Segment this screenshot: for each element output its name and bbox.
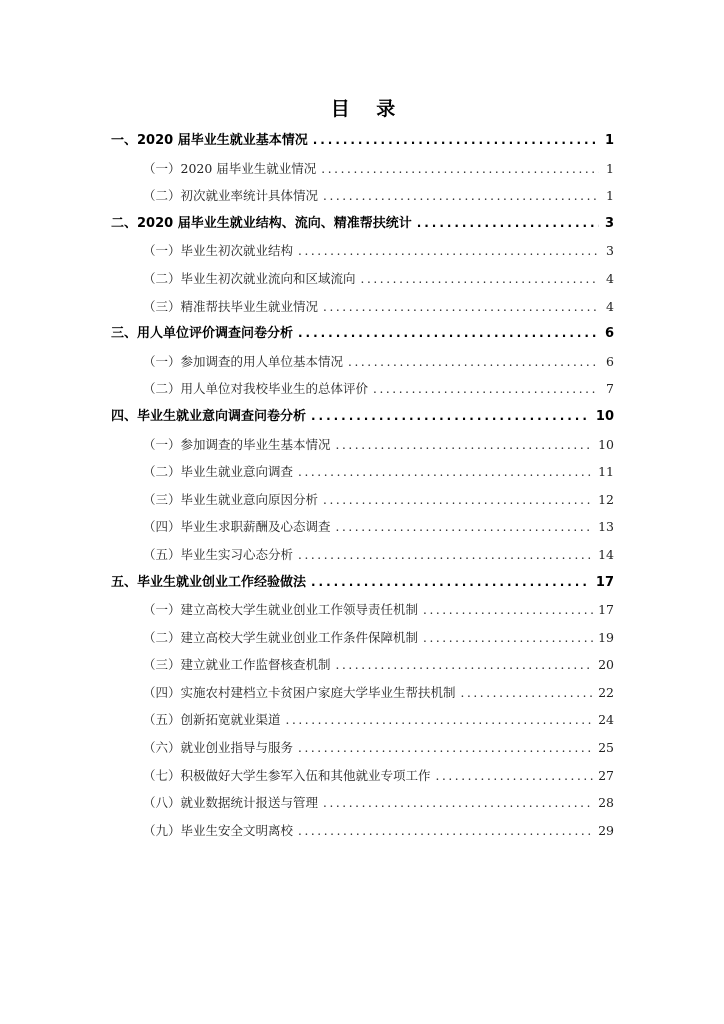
toc-subsection-entry[interactable]: [111, 789, 614, 817]
toc-dot-leader: [423, 597, 593, 625]
toc-dot-leader: [336, 514, 594, 542]
toc-subsection-entry[interactable]: [111, 624, 614, 652]
toc-page-number: 14: [598, 546, 614, 562]
toc-entry-title: （四）实施农村建档立卡贫困户家庭大学毕业生帮扶机制: [143, 684, 456, 700]
toc-entry-title: （三）精准帮扶毕业生就业情况: [143, 298, 319, 314]
toc-page-number: 17: [598, 602, 614, 618]
toc-entry-title: （一）参加调查的用人单位基本情况: [143, 353, 344, 369]
toc-dot-leader: [417, 210, 599, 238]
toc-subsection-entry[interactable]: [111, 679, 614, 707]
toc-page-number: 10: [598, 436, 614, 452]
toc-dot-leader: [436, 763, 594, 791]
toc-dot-leader: [298, 238, 599, 266]
toc-page-number: 28: [598, 795, 614, 811]
toc-entry-title: 二、2020 届毕业生就业结构、流向、精准帮扶统计: [111, 215, 412, 231]
toc-title: 目 录: [330, 98, 406, 120]
toc-subsection-entry[interactable]: [111, 734, 614, 762]
toc-subsection-entry[interactable]: [111, 375, 614, 403]
toc-page-number: 3: [604, 215, 614, 231]
toc-subsection-entry[interactable]: [111, 513, 614, 541]
toc-dot-leader: [461, 680, 594, 708]
toc-dot-leader: [348, 349, 599, 377]
toc-entry-title: （七）积极做好大学生参军入伍和其他就业专项工作: [143, 767, 431, 783]
toc-dot-leader: [336, 432, 594, 460]
toc-dot-leader: [298, 320, 599, 348]
toc-page-number: 1: [606, 160, 614, 176]
toc-page-number: 1: [604, 133, 614, 148]
toc-dot-leader: [423, 625, 593, 653]
toc-entry-title: （四）毕业生求职薪酬及心态调查: [143, 519, 331, 535]
toc-entry-title: （八）就业数据统计报送与管理: [143, 795, 319, 811]
toc-subsection-entry[interactable]: [111, 155, 614, 183]
toc-subsection-entry[interactable]: [111, 182, 614, 210]
toc-dot-leader: [311, 569, 591, 597]
toc-entry-title: 四、毕业生就业意向调查问卷分析: [111, 408, 307, 424]
toc-page-number: 25: [598, 740, 614, 756]
toc-page-number: 6: [604, 326, 614, 342]
toc-entry-title: （六）就业创业指导与服务: [143, 740, 294, 756]
toc-page-number: 27: [598, 767, 614, 783]
toc-subsection-entry[interactable]: [111, 651, 614, 679]
toc-subsection-entry[interactable]: [111, 706, 614, 734]
toc-page-number: 11: [598, 464, 614, 480]
toc-page-number: 3: [606, 243, 614, 259]
toc-entry-title: （二）初次就业率统计具体情况: [143, 188, 319, 204]
toc-subsection-entry[interactable]: [111, 762, 614, 790]
toc-entry-title: （二）建立高校大学生就业创业工作条件保障机制: [143, 629, 419, 645]
toc-page-number: 24: [598, 712, 614, 728]
toc-page-number: 6: [606, 353, 614, 369]
toc-subsection-entry[interactable]: [111, 293, 614, 321]
toc-subsection-entry[interactable]: [111, 237, 614, 265]
toc-page-number: 4: [606, 270, 614, 286]
toc-dot-leader: [336, 652, 594, 680]
toc-page-number: 22: [598, 684, 614, 700]
toc-section-entry[interactable]: [111, 320, 614, 348]
toc-dot-leader: [373, 376, 599, 404]
toc-dot-leader: [286, 707, 594, 735]
toc-entry-title: （二）毕业生初次就业流向和区域流向: [143, 270, 356, 286]
toc-dot-leader: [323, 294, 599, 322]
toc-entry-title: （一）2020 届毕业生就业情况: [143, 160, 317, 176]
toc-section-entry[interactable]: [111, 403, 614, 431]
toc-entry-title: （九）毕业生安全文明离校: [143, 822, 294, 838]
toc-dot-leader: [313, 127, 599, 155]
toc-subsection-entry[interactable]: [111, 431, 614, 459]
toc-section-entry[interactable]: [111, 127, 614, 155]
toc-subsection-entry[interactable]: [111, 458, 614, 486]
toc-entry-title: 三、用人单位评价调查问卷分析: [111, 326, 294, 342]
toc-section-entry[interactable]: [111, 210, 614, 238]
toc-subsection-entry[interactable]: [111, 541, 614, 569]
toc-subsection-entry[interactable]: [111, 348, 614, 376]
toc-dot-leader: [323, 183, 599, 211]
toc-page-number: 20: [598, 657, 614, 673]
toc-dot-leader: [298, 818, 593, 846]
toc-section-entry[interactable]: [111, 569, 614, 597]
toc-page-number: 19: [598, 629, 614, 645]
toc-dot-leader: [323, 487, 593, 515]
toc-dot-leader: [298, 735, 593, 763]
toc-page-number: 17: [595, 574, 614, 590]
toc-entry-title: （二）用人单位对我校毕业生的总体评价: [143, 381, 369, 397]
toc-page-number: 12: [598, 491, 614, 507]
toc-entry-title: （二）毕业生就业意向调查: [143, 464, 294, 480]
toc-dot-leader: [311, 403, 591, 431]
toc-page-number: 7: [606, 381, 614, 397]
toc-list: [111, 127, 614, 844]
toc-dot-leader: [323, 790, 593, 818]
toc-entry-title: （一）建立高校大学生就业创业工作领导责任机制: [143, 602, 419, 618]
toc-page-number: 10: [595, 408, 614, 424]
toc-page-number: 1: [606, 188, 614, 204]
toc-entry-title: （五）创新拓宽就业渠道: [143, 712, 281, 728]
toc-subsection-entry[interactable]: [111, 596, 614, 624]
toc-page-number: 13: [598, 519, 614, 535]
toc-subsection-entry[interactable]: [111, 265, 614, 293]
toc-page-number: 4: [606, 298, 614, 314]
toc-entry-title: 五、毕业生就业创业工作经验做法: [111, 574, 307, 590]
toc-entry-title: （三）建立就业工作监督核查机制: [143, 657, 331, 673]
toc-entry-title: 一、2020 届毕业生就业基本情况: [111, 133, 308, 148]
toc-dot-leader: [298, 459, 593, 487]
toc-subsection-entry[interactable]: [111, 486, 614, 514]
toc-entry-title: （一）参加调查的毕业生基本情况: [143, 436, 331, 452]
toc-entry-title: （五）毕业生实习心态分析: [143, 546, 294, 562]
toc-page-number: 29: [598, 822, 614, 838]
toc-dot-leader: [298, 542, 593, 570]
toc-dot-leader: [321, 156, 599, 184]
toc-entry-title: （三）毕业生就业意向原因分析: [143, 491, 319, 507]
toc-entry-title: （一）毕业生初次就业结构: [143, 243, 294, 259]
toc-subsection-entry[interactable]: [111, 817, 614, 845]
toc-dot-leader: [361, 266, 599, 294]
